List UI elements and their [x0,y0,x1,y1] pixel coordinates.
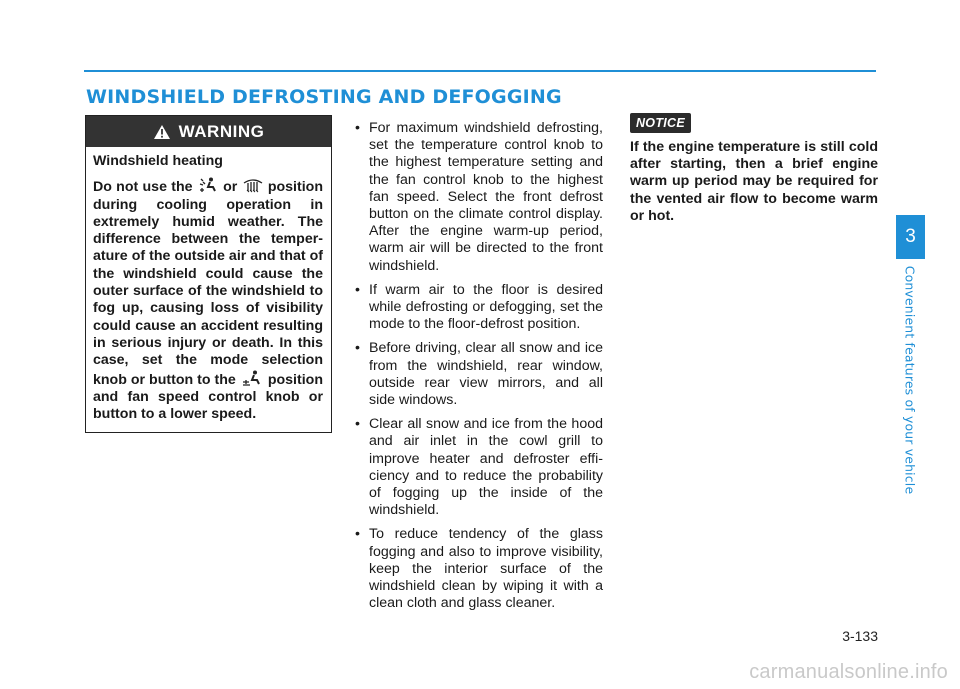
warning-header [86,116,331,147]
warning-text-1: Do not use the [93,179,193,196]
floor-mode-icon [240,370,264,386]
notice-badge: NOTICE [630,113,691,133]
warning-text-2: position during cooling operation in extremely humid weather. The difference between the temperature of the outside air and that of the windshield could cause the outer surface of the windshield to fog up, causing loss of visibility could cause an accident resulting in serious injury or death. In this case, set the mode selection knob or button to the [93,179,323,388]
page-number: 3-133 [842,628,878,644]
header-rule [84,70,876,72]
section-title: WINDSHIELD DEFROSTING AND DEFOGGING [86,86,562,108]
floor-defrost-mode-icon [197,177,219,193]
warning-body [86,147,331,423]
warning-box [85,115,332,433]
chapter-tab[interactable]: 3 [896,215,925,259]
warning-triangle-icon [153,124,171,140]
list-item: • To reduce tendency of the glass fogging and also to improve visibility, keep the interior surface of the windshield clean by wiping it with a clean cloth and glass cleaner. [355,526,603,612]
defrost-mode-icon [242,177,264,193]
list-item: • If warm air to the floor is desired while defrosting or defogging, set the mode to the floor-defrost position. [355,282,603,334]
chapter-title: Convenient features of your vehicle [902,265,918,495]
watermark: carmanualsonline.info [749,661,948,683]
warning-heading: Windshield heating [93,153,223,169]
instruction-list [355,120,603,619]
warning-paragraph [93,177,323,423]
notice-text: If the engine temperature is still cold after starting, then a brief engine warm up period may be required for the vented air flow to become warm or hot. [630,139,878,224]
list-item: • For maximum windshield defrosting, set the temperature control knob to the highest temperature setting and the fan control knob to the highest fan speed. Select the front defrost button on the climate control display. After the engine warm-up period, warm air will be directed to the front windshield. [355,120,603,275]
warning-label: WARNING [178,121,265,141]
warning-text-or: or [223,179,238,196]
list-item: • Clear all snow and ice from the hood and air inlet in the cowl grill to improve heater and defroster efficiency and to reduce the probability of fogging up the inside of the windshield. [355,416,603,519]
list-item: • Before driving, clear all snow and ice from the windshield, rear window, outside rear view mirrors, and all side windows. [355,340,603,409]
warning-text-3: position and fan speed control knob or button to a lower speed. [93,371,323,423]
